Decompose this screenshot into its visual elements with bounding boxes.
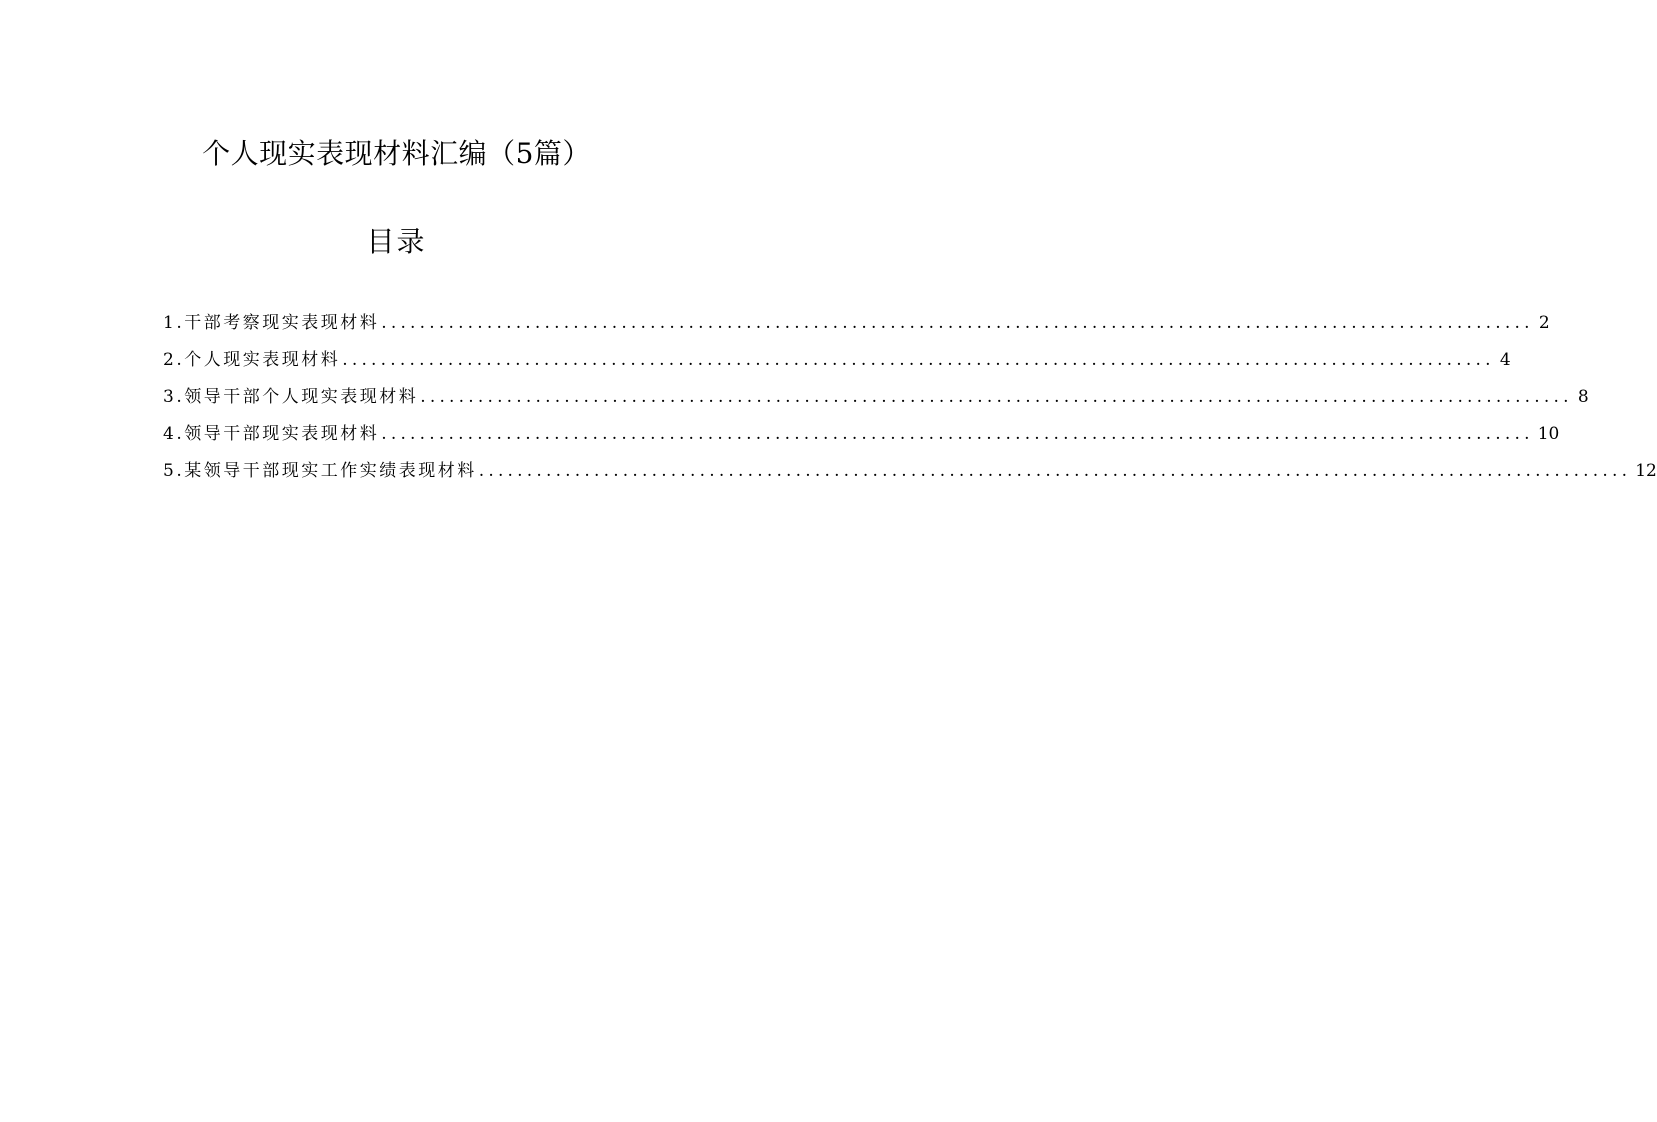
toc-entry-label: 5.某领导干部现实工作实绩表现材料 — [163, 461, 477, 481]
toc-entry-2[interactable] — [163, 345, 1511, 382]
toc-entry-5[interactable] — [163, 456, 1657, 493]
toc-entry-label: 3.领导干部个人现实表现材料 — [163, 387, 419, 407]
toc-dot-leader: ........................................................................................................................ — [420, 387, 1573, 407]
toc-dot-leader: ........................................................................................................................ — [342, 350, 1495, 370]
toc-dot-leader: ........................................................................................................................ — [381, 313, 1534, 333]
toc-entry-4[interactable] — [163, 419, 1560, 456]
toc-heading: 目录 — [366, 225, 427, 258]
toc-entry-page-number: 4 — [1499, 350, 1511, 370]
toc-entry-label: 4.领导干部现实表现材料 — [163, 424, 380, 444]
toc-dot-leader: ........................................................................................................................ — [478, 461, 1632, 481]
document-title: 个人现实表现材料汇编（5篇） — [202, 137, 591, 170]
toc-entry-page-number: 2 — [1538, 313, 1550, 333]
toc-dot-leader: ........................................................................................................................ — [381, 424, 1534, 444]
toc-entry-3[interactable] — [163, 382, 1589, 419]
toc-entry-label: 1.干部考察现实表现材料 — [163, 313, 380, 333]
toc-entry-page-number: 8 — [1577, 387, 1589, 407]
toc-entry-page-number: 12 — [1635, 461, 1657, 481]
table-of-contents — [163, 308, 1657, 493]
toc-entry-page-number: 10 — [1537, 424, 1560, 444]
toc-entry-label: 2.个人现实表现材料 — [163, 350, 341, 370]
toc-entry-1[interactable] — [163, 308, 1550, 345]
